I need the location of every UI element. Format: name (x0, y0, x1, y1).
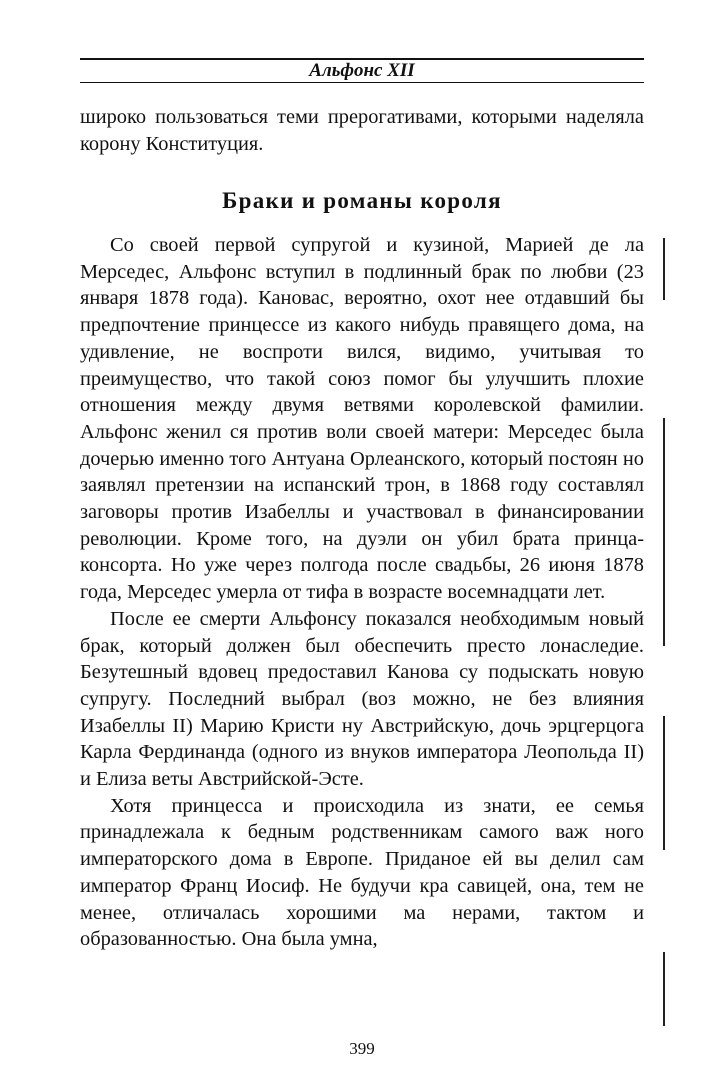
text-line: су подыскать новую супругу. Последний выбрал (воз (80, 661, 644, 710)
text-line: наделяла корону Конституция. (80, 106, 644, 155)
text-line: новый брак, который должен был обеспечить престо (80, 607, 645, 657)
margin-mark (663, 716, 665, 850)
margin-mark (663, 418, 665, 646)
running-title: Альфонс XII (309, 60, 415, 81)
text-line: ся против воли своей матери: Мерседес была дочерью (80, 420, 644, 470)
text-line: лонаследие. Безутешный вдовец предоставил Канова (80, 634, 644, 684)
text-line: именно того Антуана Орлеанского, который постоян (159, 447, 618, 470)
text-line: (одного из внуков императора Леопольда II) и Елиза (80, 741, 644, 791)
section-heading: Браки и романы короля (222, 188, 502, 213)
text-line: После ее смерти Альфонсу показался необходимым (110, 607, 580, 630)
text-line: финансировании революции. Кроме того, на дуэли он (80, 501, 644, 550)
text-line: Со своей первой супругой и кузиной, Марией де ла (110, 234, 644, 256)
text-line: веты Австрийской-Эсте. (151, 768, 364, 791)
text-line: от тифа в возрасте восемнадцати лет. (282, 581, 606, 604)
text-line: ного императорского дома в Европе. Приданое ей вы (80, 821, 644, 871)
text-line: составлял заговоры против Изабеллы и участвовал в (80, 474, 644, 524)
text-line: нее отдавший бы предпочтение принцессе из какого (80, 287, 644, 337)
text-line: двумя ветвями королевской фамилии. Альфонс женил (80, 394, 644, 443)
text-line: нибудь правящего дома, на удивление, не воспроти (80, 314, 644, 363)
paragraph (80, 104, 644, 157)
text-line: ну Австрийскую, дочь эрцгерцога Карла Фердинанда (80, 714, 644, 764)
text-line: убил брата принца-консорта. Но уже через полгода (80, 527, 644, 577)
paragraph (80, 793, 644, 953)
text-line: широко пользоваться теми прерогативами, которыми (80, 106, 557, 128)
text-line: вился, видимо, учитывая то преимущество, что такой (80, 340, 644, 390)
text-line: любви (23 января 1878 года). Кановас, вероятно, охот (80, 260, 644, 310)
paragraph (80, 606, 644, 793)
intro-paragraph (80, 104, 644, 157)
text-line: можно, не без влияния Изабеллы II) Марию Кристи (80, 687, 644, 737)
text-line: но заявлял претензии на испанский трон, в 1868 году (80, 447, 644, 497)
text-line: савицей, она, тем не менее, отличалась хорошими ма (80, 874, 644, 924)
text-line: Мерседес, Альфонс вступил в подлинный брак по (80, 260, 542, 283)
page-number: 399 (349, 1039, 375, 1058)
text-line: нерами, тактом и образованностью. Она была умна, (80, 901, 644, 951)
text-line: принадлежала к бедным родственникам самого важ (80, 821, 588, 844)
margin-mark (663, 238, 665, 300)
paragraph (80, 232, 644, 606)
text-line: союз помог бы улучшить плохие отношения между (80, 367, 644, 417)
section-body (80, 232, 644, 953)
text-line: Хотя принцесса и происходила из знати, ее семья (110, 794, 644, 817)
text-line: после свадьбы, 26 июня 1878 года, Мерседес умерла (80, 554, 644, 604)
text-line: делил сам император Франц Иосиф. Не будучи кра (80, 848, 644, 897)
header-rule-bottom (80, 82, 644, 83)
margin-mark (663, 952, 665, 1026)
